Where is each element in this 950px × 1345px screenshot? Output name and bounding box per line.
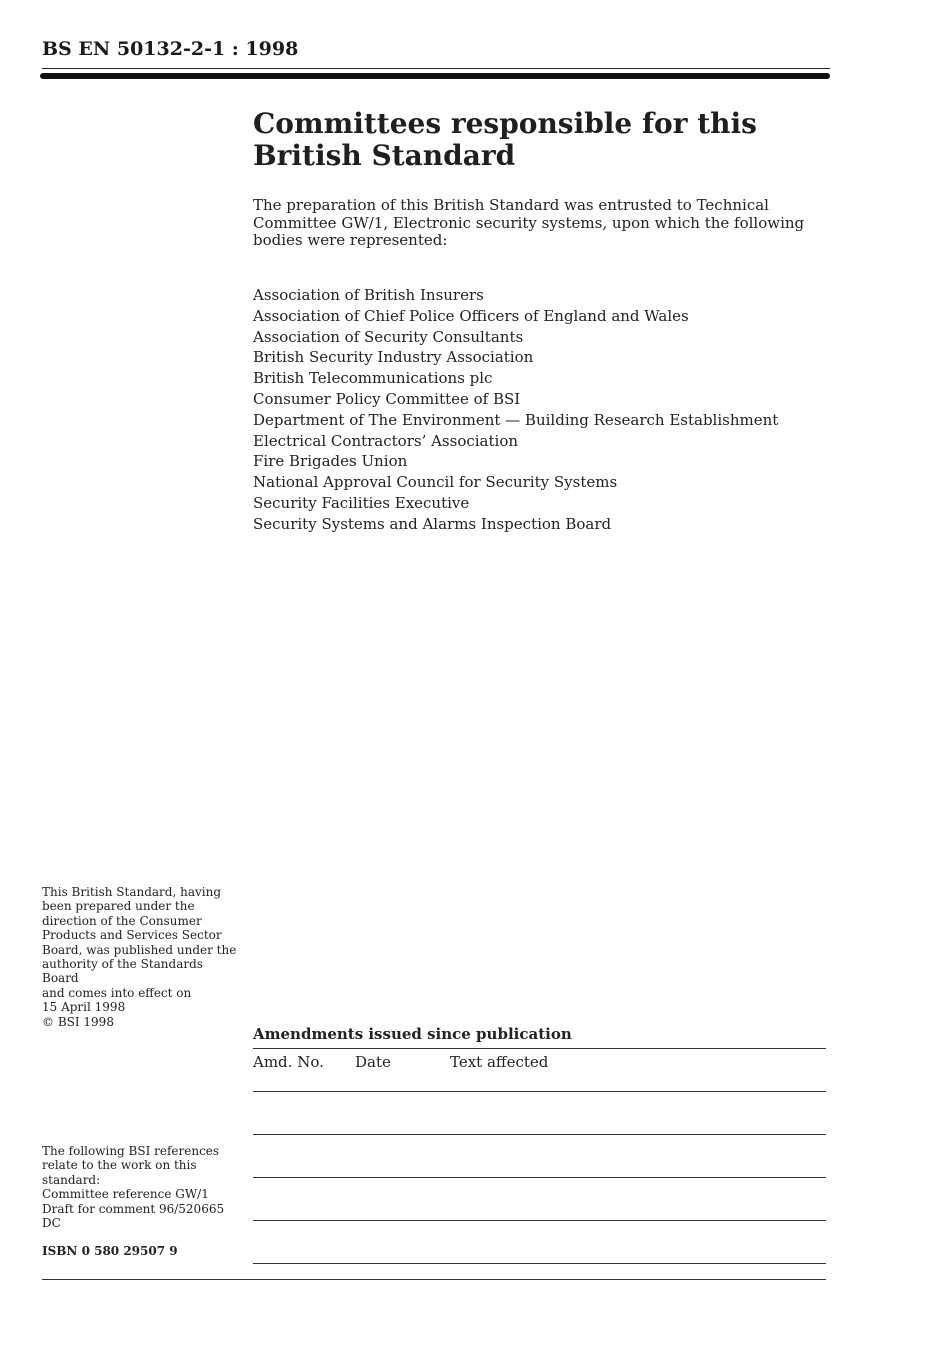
list-item: Fire Brigades Union [253,452,408,471]
page-title-line-1: Committees responsible for this [253,107,757,140]
references-line: The following BSI references [42,1144,220,1158]
publication-note-line: 15 April 1998 [42,1000,126,1015]
intro-paragraph: The preparation of this British Standard was entrusted to Technical Committee GW/1, Electronic security systems, upon which the following bodies were represented: [253,196,805,249]
list-item: National Approval Council for Security Systems [253,473,618,492]
publication-note-line: Products and Services Sector [42,928,222,943]
page-title [253,108,813,172]
header-rule-thick [40,73,830,79]
list-item: British Telecommunications plc [253,369,493,388]
list-item: Consumer Policy Committee of BSI [253,389,521,408]
page-title-line-2: British Standard [253,139,516,172]
publication-note-line: been prepared under the [42,899,195,914]
list-item: Security Facilities Executive [253,493,470,512]
amendments-row-rule [253,1220,826,1221]
publication-note-line: Board, was published under the [42,942,237,957]
list-item: Association of Chief Police Officers of England and Wales [253,306,689,325]
list-item: Security Systems and Alarms Inspection Board [253,514,612,533]
header-rule-thin [42,68,830,69]
references-line: Committee reference GW/1 [42,1187,209,1202]
copyright-note: © BSI 1998 [42,1015,114,1029]
publication-note-line: This British Standard, having [42,885,222,899]
list-item: British Security Industry Association [253,348,534,367]
amendments-rule-top [253,1048,826,1049]
list-item: Electrical Contractors’ Association [253,431,519,450]
amendments-row-rule [253,1263,826,1264]
publication-note-line: authority of the Standards Board [42,957,203,986]
amendments-row-rule [253,1134,826,1135]
amendments-column-date: Date [355,1053,391,1071]
represented-bodies-list [253,285,778,535]
bsi-references-note [42,1144,237,1230]
list-item: Department of The Environment — Building Research Establishment [253,410,779,429]
references-line: Draft for comment 96/520665 DC [42,1201,225,1231]
amendments-title: Amendments issued since publication [253,1025,572,1043]
amendments-column-text-affected: Text affected [450,1053,549,1071]
publication-note [42,885,237,1015]
publication-note-line: direction of the Consumer [42,913,202,928]
amendments-column-amd-no: Amd. No. [253,1053,324,1071]
page-bottom-rule [42,1279,826,1280]
references-line: standard: [42,1172,101,1187]
amendments-row-rule [253,1091,826,1092]
list-item: Association of Security Consultants [253,327,524,346]
document-code: BS EN 50132-2-1 : 1998 [42,38,299,60]
isbn: ISBN 0 580 29507 9 [42,1244,178,1258]
amendments-row-rule [253,1177,826,1178]
publication-note-line: and comes into effect on [42,985,192,1000]
references-line: relate to the work on this [42,1158,197,1173]
list-item: Association of British Insurers [253,286,484,304]
